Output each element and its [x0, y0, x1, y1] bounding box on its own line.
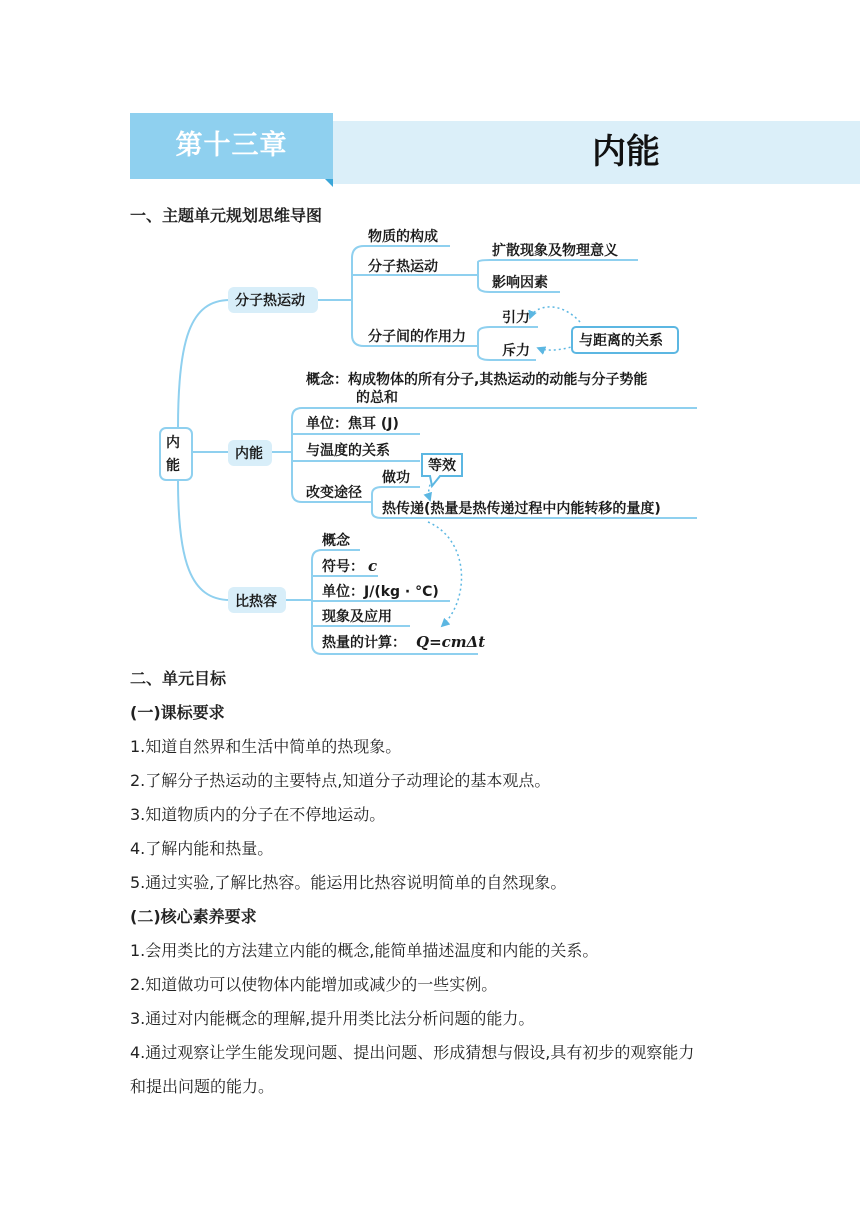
b1-c2a: 扩散现象及物理意义	[492, 243, 618, 259]
root-label-1: 内	[166, 435, 180, 451]
b2-equiv: 等效	[428, 458, 456, 474]
section2-sub1: (一)课标要求	[130, 703, 225, 722]
goal-item: 4.通过观察让学生能发现问题、提出问题、形成猜想与假设,具有初步的观察能力	[130, 1043, 695, 1062]
section1-heading: 一、主题单元规划思维导图	[130, 206, 323, 225]
b2-concept-2: 的总和	[356, 390, 398, 406]
goal-item: 2.知道做功可以使物体内能增加或减少的一些实例。	[130, 975, 498, 994]
branch1-label: 分子热运动	[235, 293, 305, 309]
b3-phen: 现象及应用	[322, 609, 392, 625]
goal-item: 和提出问题的能力。	[130, 1077, 275, 1096]
chapter-label: 第十三章	[175, 130, 288, 161]
goal-item: 4.了解内能和热量。	[130, 839, 274, 858]
b1-c3b: 斥力	[502, 343, 530, 359]
goal-item: 1.会用类比的方法建立内能的概念,能简单描述温度和内能的关系。	[130, 941, 599, 960]
b2-work: 做功	[382, 470, 410, 486]
goal-item: 2.了解分子热运动的主要特点,知道分子动理论的基本观点。	[130, 771, 551, 790]
b1-c3: 分子间的作用力	[368, 329, 466, 345]
page-title: 内能	[592, 132, 660, 172]
b3-calc-value: Q=cmΔt	[416, 633, 486, 651]
goal-item: 3.知道物质内的分子在不停地运动。	[130, 805, 386, 824]
b3-symbol-value: c	[368, 557, 378, 575]
b3-unit: 单位：J/(kg · °C)	[322, 584, 439, 600]
b2-concept-1: 概念：构成物体的所有分子,其热运动的动能与分子势能	[306, 372, 648, 388]
branch3-label: 比热容	[235, 594, 277, 610]
b1-c2b: 影响因素	[492, 275, 548, 291]
b2-temp: 与温度的关系	[306, 443, 390, 459]
b1-c3note: 与距离的关系	[579, 333, 663, 349]
b3-symbol-label: 符号：	[322, 559, 364, 575]
b2-heat: 热传递(热量是热传递过程中内能转移的量度)	[382, 501, 661, 517]
goal-item: 3.通过对内能概念的理解,提升用类比法分析问题的能力。	[130, 1009, 535, 1028]
b3-calc-label: 热量的计算：	[322, 635, 406, 651]
section2-sub2: (二)核心素养要求	[130, 907, 257, 926]
b2-unit: 单位：焦耳 (J)	[306, 416, 399, 432]
b1-c2: 分子热运动	[368, 259, 438, 275]
goal-item: 1.知道自然界和生活中简单的热现象。	[130, 737, 402, 756]
b1-c3a: 引力	[502, 310, 530, 326]
goal-item: 5.通过实验,了解比热容。能运用比热容说明简单的自然现象。	[130, 873, 567, 892]
b1-c1: 物质的构成	[368, 229, 438, 245]
section2-heading: 二、单元目标	[130, 669, 227, 688]
b2-ways: 改变途径	[306, 485, 362, 501]
root-label-2: 能	[166, 458, 180, 474]
branch2-label: 内能	[235, 446, 263, 462]
b3-concept: 概念	[322, 533, 350, 549]
